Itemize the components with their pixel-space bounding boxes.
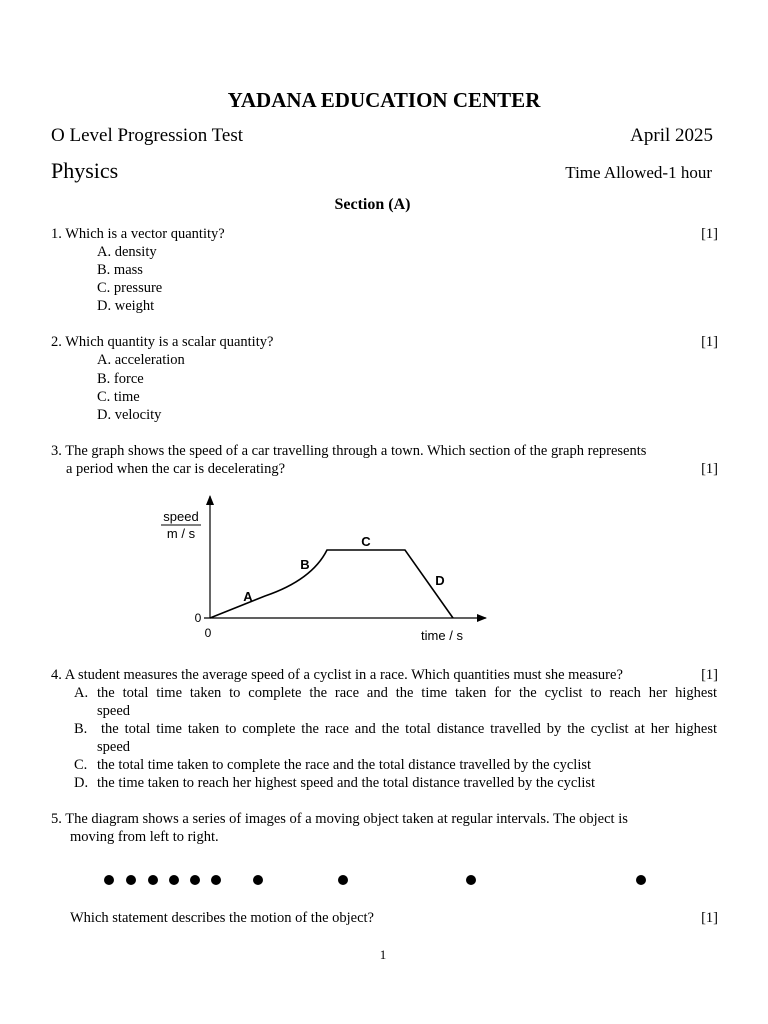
speed-curve	[210, 550, 453, 618]
object-image-dot	[126, 875, 136, 885]
y-axis-label-quantity: speed	[163, 509, 199, 524]
option-a-text: the total time taken to complete the race and the time taken for the cyclist to reach her highest	[97, 685, 717, 701]
subject-title: Physics	[51, 158, 119, 183]
object-image-dot	[253, 875, 263, 885]
option-a-text-continued: speed	[97, 703, 131, 719]
question-marks: [1]	[701, 667, 718, 683]
option-b-text: the total time taken to complete the race and the total distance travelled by the cyclist at her highest	[101, 721, 717, 737]
question-marks: [1]	[701, 334, 718, 350]
question-follow-up: Which statement describes the motion of the object?	[70, 910, 374, 926]
option-b-letter: B.	[74, 721, 88, 737]
section-label-a: A	[243, 589, 253, 604]
object-image-dot	[211, 875, 221, 885]
option-a: A. density	[97, 244, 157, 260]
question-stem-line-1: 3. The graph shows the speed of a car travelling through a town. Which section of the graph represents	[51, 443, 647, 459]
object-image-dot	[466, 875, 476, 885]
question-stem: 4. A student measures the average speed of a cyclist in a race. Which quantities must she measure?	[51, 667, 623, 683]
option-c: C. pressure	[97, 280, 163, 296]
option-a: A. acceleration	[97, 352, 185, 368]
option-d-text: the time taken to reach her highest speed and the total distance travelled by the cyclist	[97, 775, 596, 791]
test-date: April 2025	[630, 125, 713, 146]
object-image-dot	[636, 875, 646, 885]
speed-time-graph	[150, 490, 500, 650]
section-label-c: C	[361, 534, 371, 549]
y-axis-label-unit: m / s	[166, 526, 196, 541]
question-marks: [1]	[701, 910, 718, 926]
option-d: D. velocity	[97, 407, 162, 423]
question-marks: [1]	[701, 461, 718, 477]
section-label-d: D	[435, 573, 445, 588]
x-origin-label: 0	[204, 626, 212, 640]
question-stem: 1. Which is a vector quantity?	[51, 226, 225, 242]
option-c-letter: C.	[74, 757, 88, 773]
option-c-text: the total time taken to complete the race and the total distance travelled by the cyclist	[97, 757, 592, 773]
object-image-dot	[338, 875, 348, 885]
option-d-letter: D.	[74, 775, 89, 791]
object-image-dot	[104, 875, 114, 885]
object-image-dot	[190, 875, 200, 885]
question-stem-line-2: a period when the car is decelerating?	[66, 461, 286, 477]
option-d: D. weight	[97, 298, 155, 314]
question-stem: 2. Which quantity is a scalar quantity?	[51, 334, 274, 350]
option-b: B. force	[97, 371, 144, 387]
object-image-dot	[169, 875, 179, 885]
option-c: C. time	[97, 389, 140, 405]
question-marks: [1]	[701, 226, 718, 242]
school-name: YADANA EDUCATION CENTER	[227, 88, 541, 112]
option-a-letter: A.	[74, 685, 89, 701]
section-label-b: B	[300, 557, 310, 572]
question-stem-line-2: moving from left to right.	[70, 829, 219, 845]
y-origin-label: 0	[194, 611, 202, 625]
test-name: O Level Progression Test	[51, 125, 243, 146]
time-allowed: Time Allowed-1 hour	[565, 163, 712, 182]
section-heading: Section (A)	[334, 196, 411, 213]
x-axis-label: time / s	[421, 628, 463, 643]
page-number: 1	[379, 947, 387, 962]
question-stem-line-1: 5. The diagram shows a series of images of a moving object taken at regular intervals. The object is	[51, 811, 628, 827]
object-image-dot	[148, 875, 158, 885]
moving-object-dots-diagram	[0, 868, 768, 892]
option-b: B. mass	[97, 262, 143, 278]
option-b-text-continued: speed	[97, 739, 131, 755]
